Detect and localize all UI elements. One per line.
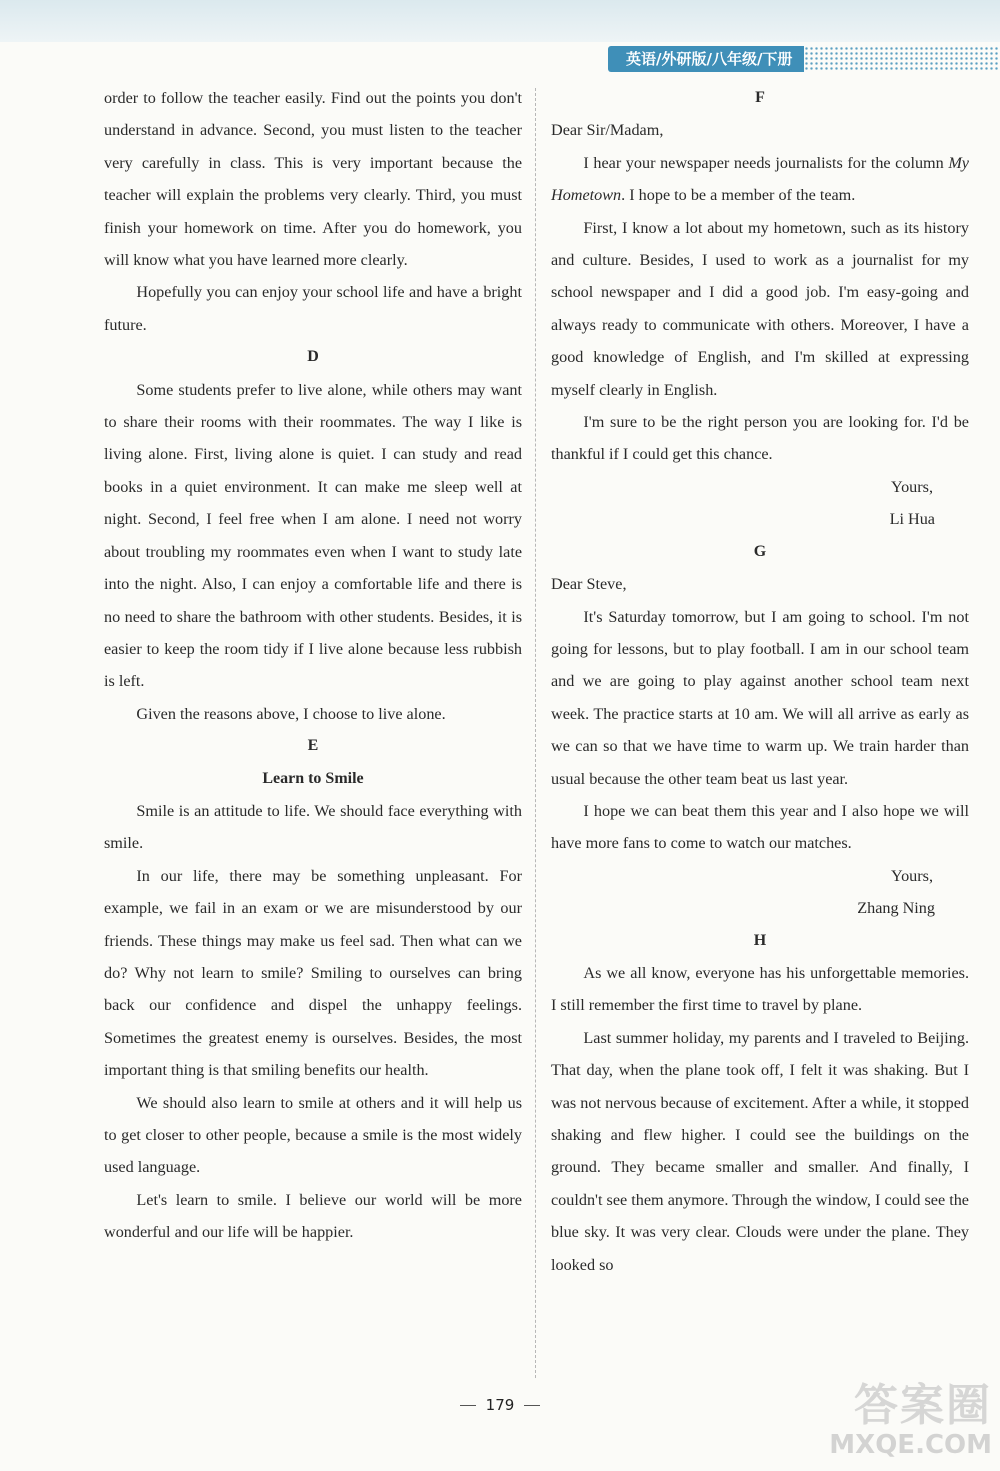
section-d-letter: D (307, 348, 319, 366)
section-g-greeting: Dear Steve, (551, 575, 627, 594)
top-margin-band (0, 0, 1000, 42)
header-dot-pattern (804, 46, 1000, 72)
section-g-signature: Zhang Ning (857, 899, 935, 918)
column-divider (535, 88, 536, 1378)
footer-dash-right (524, 1405, 540, 1406)
section-f-letter: F (755, 89, 765, 106)
section-f-text: . I hope to be a member of the team. (621, 186, 856, 205)
watermark-url: MXQE.COM (829, 1430, 992, 1460)
section-d-paragraph: Some students prefer to live alone, while others may want to share their rooms with their roommates. The way I like is living alone. First, living alone is quiet. I can study and read books in a quiet environment. It can make me sleep well at night. Second, I feel free when I am alone. I need not worry about troubling my roommates even when I want to study late into the night. Also, I can enjoy a comfortable life and there is no need to share the bathroom with other students. Besides, it is easier to keep the room tidy if I live alone because less rubbish is left. (104, 380, 522, 691)
section-f-paragraph: First, I know a lot about my hometown, such as its history and culture. Besides, I used to work as a journalist for my school newspaper and I did a good job. I'm easy-going and always ready to communicate with others. Moreover, I have a good knowledge of English, and I'm skilled at expressing myself clearly in English. (551, 218, 969, 399)
section-h-paragraph: As we all know, everyone has his unforgettable memories. I still remember the first time to travel by plane. (551, 963, 969, 1015)
left-column (104, 82, 522, 1249)
section-h-letter: H (753, 931, 767, 949)
watermark (792, 1381, 992, 1461)
section-e-paragraph: Smile is an attitude to life. We should face everything with smile. (104, 801, 522, 853)
running-header (608, 46, 1000, 72)
section-e-letter: E (307, 737, 319, 755)
section-f-greeting: Dear Sir/Madam, (551, 121, 664, 140)
section-h-paragraph: Last summer holiday, my parents and I traveled to Beijing. That day, when the plane took off, I felt it was shaking. But I was not nervous because of excitement. After a while, it stopped shaking and flew higher. I could see the buildings on the ground. They became smaller and smaller. And finally, I couldn't see them anymore. Through the window, I could see the blue sky. It was very clear. Clouds were under the plane. They looked so (551, 1028, 969, 1274)
section-f-paragraph (551, 147, 969, 212)
section-e-paragraph: We should also learn to smile at others and it will help us to get closer to other people, because a smile is the most widely used language. (104, 1093, 522, 1177)
watermark-logo: 答案圈 (854, 1380, 992, 1431)
section-g-paragraph: I hope we can beat them this year and I also hope we will have more fans to come to watch our matches. (551, 801, 969, 853)
section-e-title: Learn to Smile (262, 769, 364, 787)
section-g-paragraph: It's Saturday tomorrow, but I am going to school. I'm not going for lessons, but to play football. I am in our school team and we are going to play against another school team next week. The practice starts at 10 am. We will all arrive as early as we can so that we have time to warm up. We train harder than usual because the other team beat us last year. (551, 607, 969, 788)
right-column (551, 82, 969, 1281)
section-g-letter: G (753, 542, 767, 560)
section-e-paragraph: Let's learn to smile. I believe our world will be more wonderful and our life will be happier. (104, 1190, 522, 1242)
section-g-closing: Yours, (891, 866, 933, 885)
continuation-paragraph: order to follow the teacher easily. Find out the points you don't understand in advance. Second, you must listen to the teacher very carefully in class. This is very important because the teacher will explain the problems very clearly. Third, you must finish your homework on time. After you do homework, you will know what you have learned more clearly. (104, 89, 522, 270)
page-number: 179 (485, 1396, 515, 1414)
section-d-paragraph: Given the reasons above, I choose to live alone. (136, 704, 446, 723)
column-title-italic: My Hometown (551, 153, 969, 205)
section-f-signature: Li Hua (889, 510, 935, 529)
section-f-text: I hear your newspaper needs journalists for the column (583, 153, 949, 172)
footer-dash-left (460, 1405, 476, 1406)
section-f-paragraph: I'm sure to be the right person you are looking for. I'd be thankful if I could get this chance. (551, 413, 969, 464)
continuation-paragraph: Hopefully you can enjoy your school life and have a bright future. (104, 283, 522, 334)
section-e-paragraph: In our life, there may be something unpleasant. For example, we fail in an exam or we are misunderstood by our friends. These things may make us feel sad. Then what can we do? Why not learn to smile? Smiling to ourselves can bring back our confidence and dispel the unhappy feelings. Sometimes the greatest enemy is ourselves. Besides, the most important thing is that smiling benefits our health. (104, 866, 522, 1080)
book-label: 英语/外研版/八年级/下册 (608, 46, 804, 72)
section-f-closing: Yours, (891, 477, 933, 496)
